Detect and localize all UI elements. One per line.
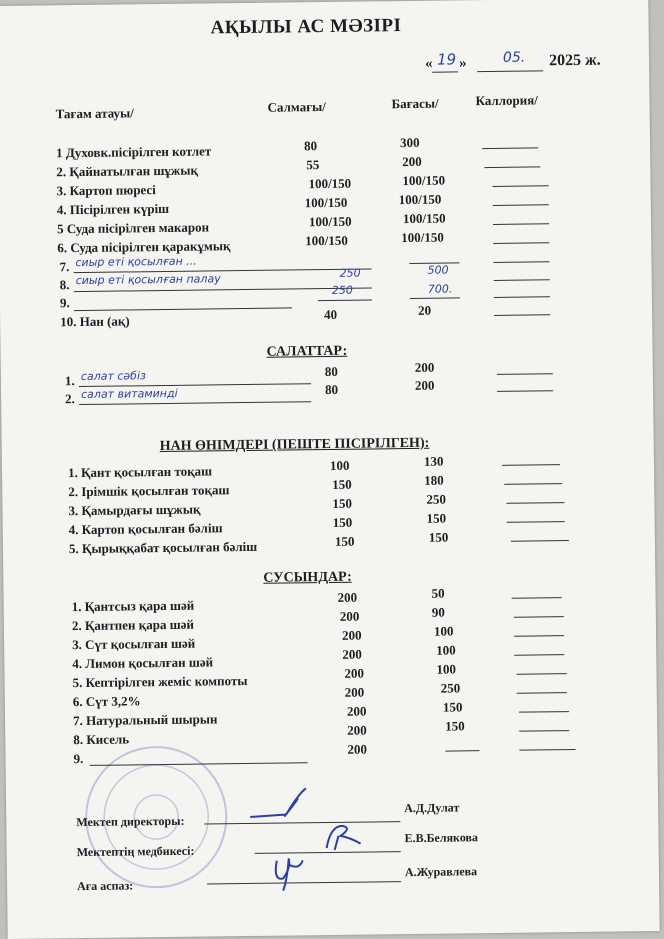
drink-item-weight: 200: [342, 646, 362, 662]
calorie-blank: [493, 185, 549, 187]
date-month-line: [477, 70, 543, 72]
main-item-weight: 100/150: [308, 175, 352, 192]
signature-role: Мектептің медбикесі:: [76, 843, 195, 860]
salad-price: 200: [414, 359, 435, 375]
bakery-item-weight: 100: [329, 457, 350, 473]
calorie-blank: [497, 373, 553, 375]
calorie-blank: [514, 654, 564, 656]
handwritten-weight: 250: [339, 266, 361, 280]
drink-item-price: 90: [431, 604, 445, 620]
salad-weight: 80: [324, 363, 338, 380]
drink-item-price: 150: [445, 718, 465, 734]
calorie-blank: [482, 147, 538, 149]
bakery-heading: НАН ӨНІМДЕРІ (ПЕШТЕ ПІСІРІЛГЕН):: [159, 435, 430, 455]
main-item-name: 3. Картоп пюресі: [56, 182, 156, 199]
drink-item-weight: 200: [347, 741, 368, 757]
drink-item-name: 4. Лимон қосылған шәй: [72, 654, 214, 672]
item-number: 8.: [59, 277, 70, 293]
bread-item-price: 20: [417, 302, 432, 318]
bakery-item-name: 2. Ірімшік қосылған тоқаш: [68, 482, 230, 500]
drink-item-price: 100: [433, 623, 454, 639]
bakery-item-price: 180: [424, 472, 444, 488]
bakery-item-price: 150: [426, 510, 447, 526]
drink-item-weight: 200: [341, 627, 362, 643]
item-blank-line: [74, 268, 372, 273]
header-weight: Салмағы/: [267, 99, 326, 115]
calorie-blank: [494, 314, 550, 316]
calorie-blank: [506, 502, 564, 504]
calorie-blank: [497, 390, 553, 392]
price-blank-line: [445, 750, 479, 751]
bakery-item-name: 3. Қамырдағы шұжық: [68, 501, 201, 519]
signature-role: Аға аспаз:: [76, 878, 134, 894]
drink-item-name: 9.: [73, 751, 84, 767]
header-name: Тағам атауы/: [55, 105, 134, 122]
calorie-blank: [494, 279, 550, 281]
bakery-item-price: 130: [423, 453, 444, 469]
drink-item-name: 8. Кисель: [73, 731, 130, 748]
drink-item-weight: 200: [337, 589, 358, 605]
main-item-price: 100/150: [402, 210, 446, 227]
signature-role: Мектеп директоры:: [76, 813, 185, 830]
calorie-blank: [493, 204, 549, 206]
drink-item-price: 100: [436, 661, 457, 677]
main-item-price: 100/150: [402, 172, 446, 189]
date-day: 19: [436, 50, 457, 69]
header-calories: Каллория/: [475, 92, 538, 109]
item-blank-line: [74, 287, 372, 292]
page-title: АҚЫЛЫ АС МӘЗІРІ: [210, 15, 402, 39]
main-item-weight: 100/150: [304, 194, 348, 211]
handwritten-item: сиыр еті қосылған ...: [75, 254, 197, 270]
drink-item-name: 7. Натуральный шырын: [72, 711, 218, 729]
signature-name: Е.В.Белякова: [404, 830, 479, 846]
main-item-name: 1 Духовк.пісірілген котлет: [56, 143, 212, 161]
drink-item-weight: 200: [347, 722, 367, 738]
main-item-price: 100/150: [398, 191, 442, 208]
handwritten-weight: 250: [331, 283, 353, 297]
drink-item-price: 100: [436, 642, 456, 658]
price-blank-line: [410, 297, 460, 299]
drink-item-price: 150: [442, 699, 463, 715]
date-open-quote: «: [424, 55, 433, 72]
drink-item-name: 1. Қантсыз қара шәй: [71, 597, 195, 615]
calorie-blank: [484, 166, 540, 168]
bakery-item-name: 4. Картоп қосылған бәліш: [68, 520, 223, 538]
bread-item-name: 10. Нан (ақ): [60, 313, 130, 330]
calorie-blank: [519, 749, 575, 751]
calorie-blank: [507, 521, 565, 523]
director-signature: [246, 784, 316, 825]
salad-item: салат витаминді: [80, 386, 178, 402]
chef-signature: [269, 850, 320, 895]
drink-item-price: 50: [431, 585, 445, 601]
handwritten-price: 700.: [427, 282, 453, 296]
calorie-blank: [493, 261, 549, 263]
item-number: 9.: [59, 295, 70, 311]
item-blank-line: [79, 383, 311, 387]
calorie-blank: [511, 540, 569, 542]
main-item-price: 200: [402, 153, 422, 170]
date-year: 2025 ж.: [548, 51, 601, 70]
calorie-blank: [514, 635, 564, 637]
drink-item-weight: 200: [339, 608, 360, 624]
drink-item-weight: 200: [344, 684, 365, 700]
bakery-item-name: 1. Қант қосылған тоқаш: [67, 463, 213, 481]
drink-item-name: 3. Сүт қосылған шәй: [72, 635, 196, 653]
calorie-blank: [502, 464, 560, 466]
drink-item-price: 250: [440, 680, 461, 696]
calorie-blank: [512, 597, 562, 599]
drink-item-weight: 200: [346, 703, 367, 719]
signature-name: А.Журавлева: [404, 864, 478, 880]
nurse-signature: [320, 820, 370, 855]
item-blank-line: [79, 401, 311, 405]
calorie-blank: [493, 242, 549, 244]
drink-item-weight: 200: [344, 665, 365, 681]
main-item-name: 6. Суда пісірілген қаракұмық: [57, 238, 231, 256]
main-item-weight: 55: [306, 157, 320, 173]
main-item-name: 2. Қайнатылған шұжық: [56, 162, 199, 180]
drinks-heading: СУСЫНДАР:: [263, 569, 352, 586]
drink-item-name: 5. Кептірілген жеміс компоты: [72, 673, 248, 691]
date-day-line: [432, 71, 458, 72]
item-number: 1.: [64, 373, 75, 389]
calorie-blank: [517, 692, 567, 694]
main-item-price: 100/150: [401, 229, 444, 246]
header-price: Бағасы/: [391, 95, 439, 112]
item-blank-line: [74, 307, 292, 311]
drink-item-name: 6. Сүт 3,2%: [72, 693, 141, 710]
salads-heading: САЛАТТАР:: [266, 343, 348, 360]
bakery-item-price: 150: [428, 529, 449, 545]
salad-item: салат сәбіз: [80, 369, 146, 384]
main-item-name: 4. Пісірілген күріш: [56, 200, 170, 218]
bread-item-weight: 40: [324, 306, 338, 323]
calorie-blank: [519, 711, 569, 713]
calorie-blank: [519, 730, 569, 732]
main-item-price: 300: [399, 134, 420, 151]
calorie-blank: [494, 296, 550, 298]
salad-price: 200: [414, 377, 435, 393]
drink-item-name: 2. Қантпен қара шәй: [71, 616, 194, 634]
handwritten-price: 500: [427, 263, 449, 277]
calorie-blank: [517, 673, 567, 675]
calorie-blank: [514, 616, 564, 618]
salad-weight: 80: [324, 381, 339, 398]
main-item-weight: 100/150: [305, 232, 348, 249]
handwritten-item: сиыр еті қосылған палау: [75, 272, 221, 288]
date-month: 05.: [502, 49, 526, 66]
weight-blank-line: [318, 299, 372, 301]
main-item-weight: 80: [303, 138, 318, 154]
date-close-quote: »: [458, 55, 467, 72]
bakery-item-price: 250: [426, 491, 446, 507]
signature-name: А.Д.Дулат: [404, 800, 460, 816]
bakery-item-weight: 150: [332, 476, 352, 492]
bakery-item-weight: 150: [332, 495, 353, 511]
calorie-blank: [493, 223, 549, 225]
item-number: 2.: [65, 391, 75, 407]
main-item-name: 5 Суда пісірілген макарон: [56, 219, 210, 237]
bakery-item-weight: 150: [332, 514, 353, 530]
bakery-item-name: 5. Қырыққабат қосылған бәліш: [68, 538, 258, 557]
bakery-item-weight: 150: [334, 533, 355, 549]
item-number: 7.: [59, 259, 70, 275]
main-item-weight: 100/150: [308, 213, 352, 230]
calorie-blank: [504, 483, 562, 485]
